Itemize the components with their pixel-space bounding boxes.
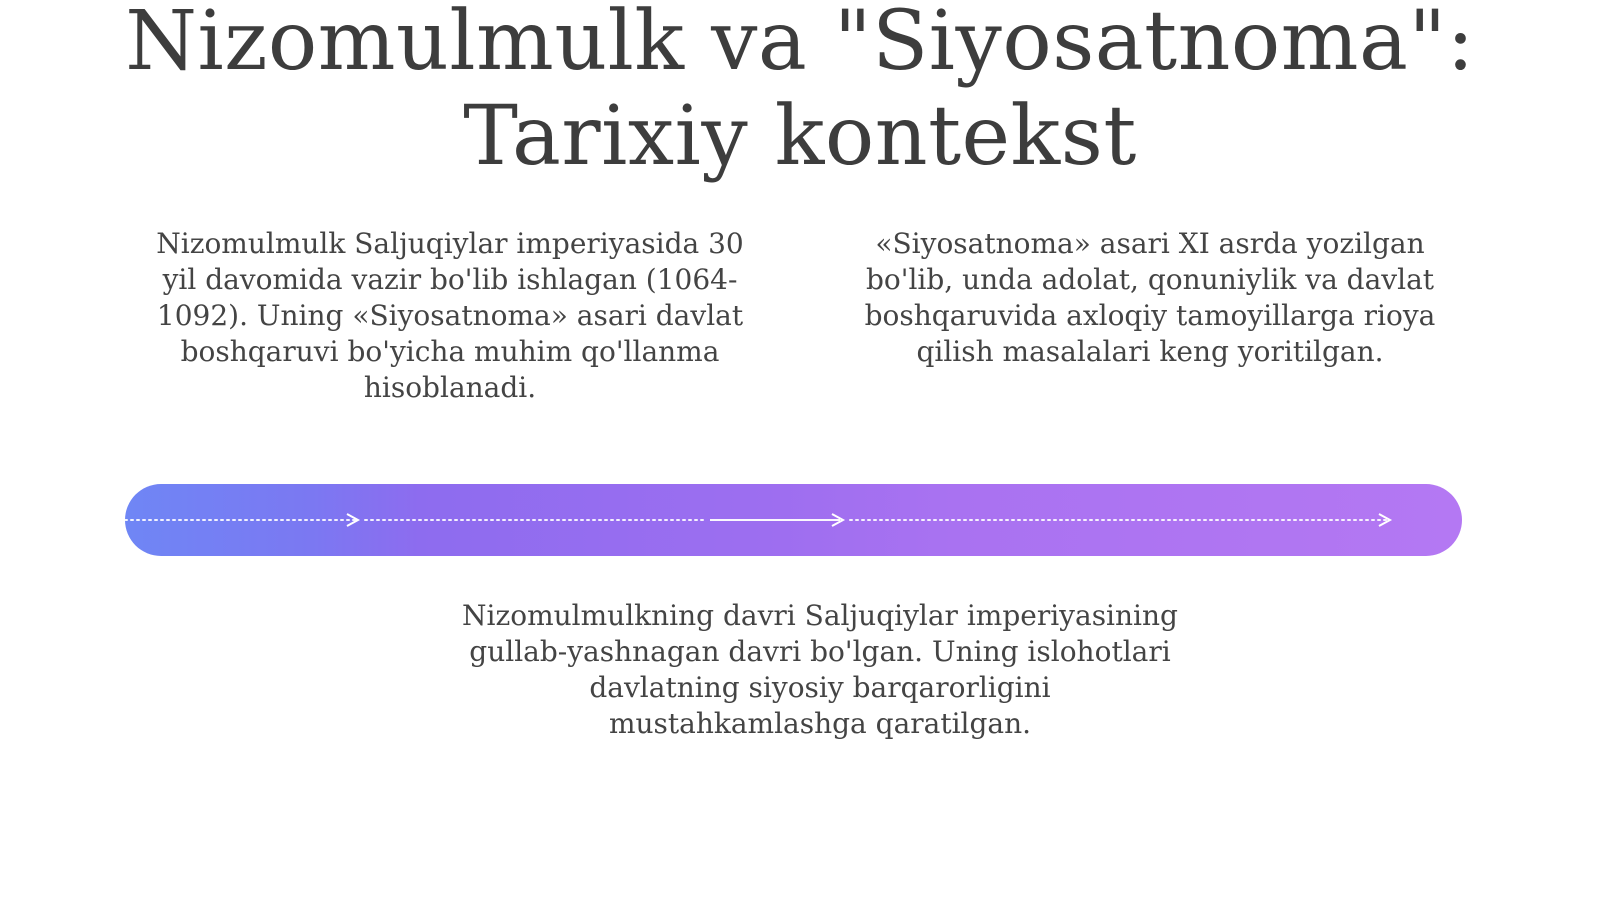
title-line-1: Nizomulmulk va "Siyosatnoma": (125, 0, 1475, 89)
slide-title (0, 0, 1600, 184)
context-text-bottom: Nizomulmulkning davri Saljuqiylar imperiyasining gullab-yashnagan davri bo'lgan. Uning islohotlari davlatning siyosiy barqarorligini mustahkamlashga qaratilgan. (462, 599, 1178, 740)
title-line-2: Tarixiy kontekst (463, 89, 1137, 184)
timeline-bar (125, 484, 1462, 556)
context-text-right: «Siyosatnoma» asari XI asrda yozilgan bo'lib, unda adolat, qonuniylik va davlat boshqaruvida axloqiy tamoyillarga rioya qilish masalalari keng yoritilgan. (864, 227, 1436, 368)
timeline-arrows (125, 484, 1462, 556)
context-text-left: Nizomulmulk Saljuqiylar imperiyasida 30 yil davomida vazir bo'lib ishlagan (1064-1092). Uning «Siyosatnoma» asari davlat boshqaruvi bo'yicha muhim qo'llanma hisoblanadi. (156, 227, 744, 404)
